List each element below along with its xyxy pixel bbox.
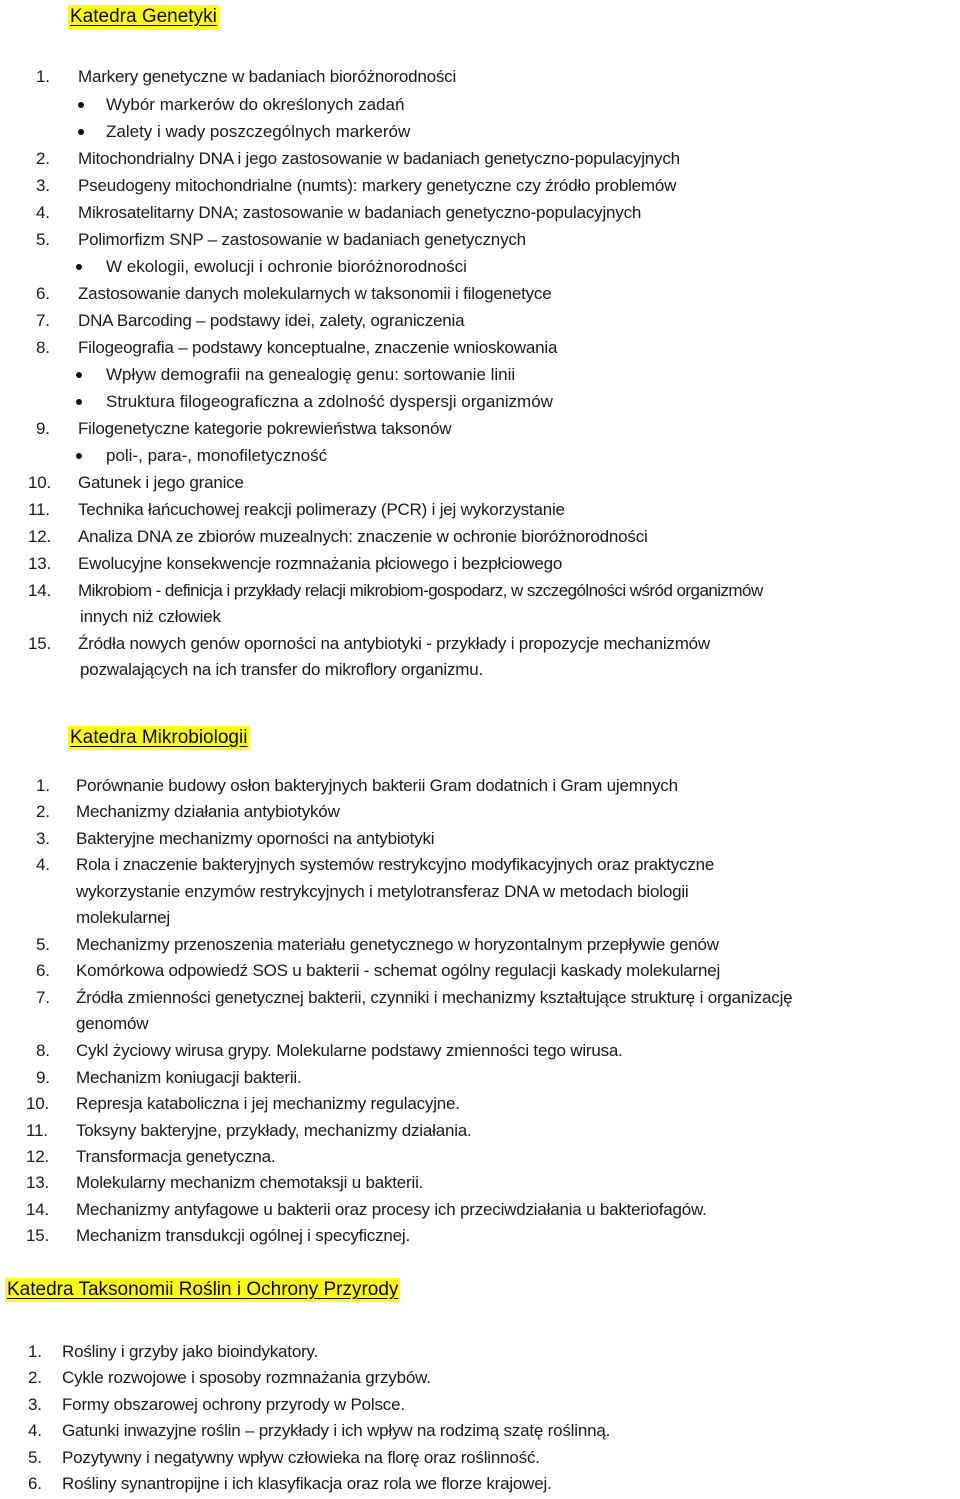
item-number: 8. [36, 1041, 50, 1060]
list-item: Źródła nowych genów oporności na antybiotyki - przykłady i propozycje mechanizmów [78, 634, 710, 653]
item-number: 13. [26, 1173, 50, 1192]
list-item: Filogenetyczne kategorie pokrewieństwa taksonów [78, 419, 452, 438]
item-number: 2. [28, 1368, 42, 1387]
list-item: Cykl życiowy wirusa grypy. Molekularne podstawy zmienności tego wirusa. [76, 1041, 623, 1060]
list-item: Rośliny synantropijne i ich klasyfikacja oraz rola we florze krajowej. [62, 1474, 552, 1493]
item-number: 15. [26, 1226, 50, 1245]
item-number: 3. [28, 1395, 42, 1414]
bullet-item: Zalety i wady poszczególnych markerów [78, 121, 410, 143]
bullet-item: poli-, para-, monofiletyczność [76, 445, 327, 467]
item-number: 6. [36, 961, 50, 980]
list-item: Mikrosatelitarny DNA; zastosowanie w badaniach genetyczno-populacyjnych [78, 203, 642, 222]
item-number: 10. [28, 473, 52, 492]
list-item: Represja kataboliczna i jej mechanizmy regulacyjne. [76, 1094, 460, 1113]
item-number: 1. [28, 1342, 42, 1361]
section-title: Katedra Mikrobiologii [70, 727, 248, 748]
list-item-continuation: molekularnej [76, 908, 170, 927]
list-item: DNA Barcoding – podstawy idei, zalety, ograniczenia [78, 311, 465, 330]
item-number: 2. [36, 802, 50, 821]
item-number: 8. [36, 338, 50, 357]
list-item: Formy obszarowej ochrony przyrody w Polsce. [62, 1395, 405, 1414]
item-number: 12. [28, 527, 52, 546]
bullet-item: Wpływ demografii na genealogię genu: sortowanie linii [76, 364, 515, 386]
list-item: Analiza DNA ze zbiorów muzealnych: znaczenie w ochronie bioróżnorodności [78, 527, 648, 546]
item-number: 12. [26, 1147, 50, 1166]
item-number: 3. [36, 829, 50, 848]
list-item: Rośliny i grzyby jako bioindykatory. [62, 1342, 319, 1361]
list-item: Cykle rozwojowe i sposoby rozmnażania grzybów. [62, 1368, 431, 1387]
item-number: 15. [28, 634, 52, 653]
section-title: Katedra Genetyki [70, 6, 217, 27]
list-item: Gatunki inwazyjne roślin – przykłady i ich wpływ na rodzimą szatę roślinną. [62, 1421, 611, 1440]
item-number: 11. [26, 1121, 48, 1140]
list-item: Mechanizmy przenoszenia materiału genetycznego w horyzontalnym przepływie genów [76, 935, 719, 954]
list-item: Molekularny mechanizm chemotaksji u bakterii. [76, 1173, 424, 1192]
list-item: Filogeografia – podstawy konceptualne, znaczenie wnioskowania [78, 338, 558, 357]
item-number: 14. [26, 1200, 50, 1219]
item-number: 13. [28, 554, 52, 573]
item-number: 6. [28, 1474, 42, 1493]
item-number: 2. [36, 149, 50, 168]
bullet-item: Struktura filogeograficzna a zdolność dyspersji organizmów [76, 391, 553, 413]
list-item: Mechanizmy antyfagowe u bakterii oraz procesy ich przeciwdziałania u bakteriofagów. [76, 1200, 707, 1219]
list-item: Mechanizm koniugacji bakterii. [76, 1068, 302, 1087]
list-item: Rola i znaczenie bakteryjnych systemów restrykcyjno modyfikacyjnych oraz praktyczne [76, 855, 715, 874]
item-number: 5. [28, 1448, 42, 1467]
item-number: 4. [28, 1421, 42, 1440]
item-number: 9. [36, 419, 50, 438]
list-item: Gatunek i jego granice [78, 473, 244, 492]
list-item: Transformacja genetyczna. [76, 1147, 276, 1166]
list-item: Porównanie budowy osłon bakteryjnych bakterii Gram dodatnich i Gram ujemnych [76, 776, 678, 795]
section-title: Katedra Taksonomii Roślin i Ochrony Przyrody [7, 1279, 399, 1300]
item-number: 7. [36, 988, 50, 1007]
list-item: Mechanizm transdukcji ogólnej i specyficznej. [76, 1226, 410, 1245]
item-number: 4. [36, 855, 50, 874]
item-number: 14. [28, 581, 52, 600]
bullet-item: Wybór markerów do określonych zadań [78, 94, 404, 116]
item-number: 6. [36, 284, 50, 303]
list-item-continuation: pozwalających na ich transfer do mikroflory organizmu. [80, 660, 484, 679]
list-item: Toksyny bakteryjne, przykłady, mechanizmy działania. [76, 1121, 472, 1140]
item-number: 9. [36, 1068, 50, 1087]
list-item: Pseudogeny mitochondrialne (numts): markery genetyczne czy źródło problemów [78, 176, 677, 195]
list-item: Mechanizmy działania antybiotyków [76, 802, 340, 821]
item-number: 11. [28, 500, 50, 519]
list-item-continuation: wykorzystanie enzymów restrykcyjnych i metylotransferaz DNA w metodach biologii [76, 882, 689, 901]
list-item: Polimorfizm SNP – zastosowanie w badaniach genetycznych [78, 230, 526, 249]
item-number: 1. [36, 776, 50, 795]
list-item: Technika łańcuchowej reakcji polimerazy (PCR) i jej wykorzystanie [78, 500, 565, 519]
item-number: 10. [26, 1094, 50, 1113]
list-item: Zastosowanie danych molekularnych w taksonomii i filogenetyce [78, 284, 552, 303]
item-number: 3. [36, 176, 50, 195]
item-number: 7. [36, 311, 50, 330]
list-item-continuation: innych niż człowiek [80, 607, 221, 626]
list-item: Bakteryjne mechanizmy oporności na antybiotyki [76, 829, 435, 848]
item-number: 1. [36, 67, 50, 86]
list-item: Ewolucyjne konsekwencje rozmnażania płciowego i bezpłciowego [78, 554, 563, 573]
list-item: Źródła zmienności genetycznej bakterii, czynniki i mechanizmy kształtujące strukturę i organizację [76, 988, 793, 1007]
item-number: 5. [36, 230, 50, 249]
list-item: Mikrobiom - definicja i przykłady relacji mikrobiom-gospodarz, w szczególności wśród organizmów [78, 581, 763, 600]
item-number: 5. [36, 935, 50, 954]
list-item: Komórkowa odpowiedź SOS u bakterii - schemat ogólny regulacji kaskady molekularnej [76, 961, 721, 980]
item-number: 4. [36, 203, 50, 222]
bullet-item: W ekologii, ewolucji i ochronie bioróżnorodności [76, 256, 467, 278]
list-item-continuation: genomów [76, 1014, 149, 1033]
list-item: Markery genetyczne w badaniach bioróżnorodności [78, 67, 457, 86]
list-item: Pozytywny i negatywny wpływ człowieka na florę oraz roślinność. [62, 1448, 540, 1467]
list-item: Mitochondrialny DNA i jego zastosowanie w badaniach genetyczno-populacyjnych [78, 149, 680, 168]
